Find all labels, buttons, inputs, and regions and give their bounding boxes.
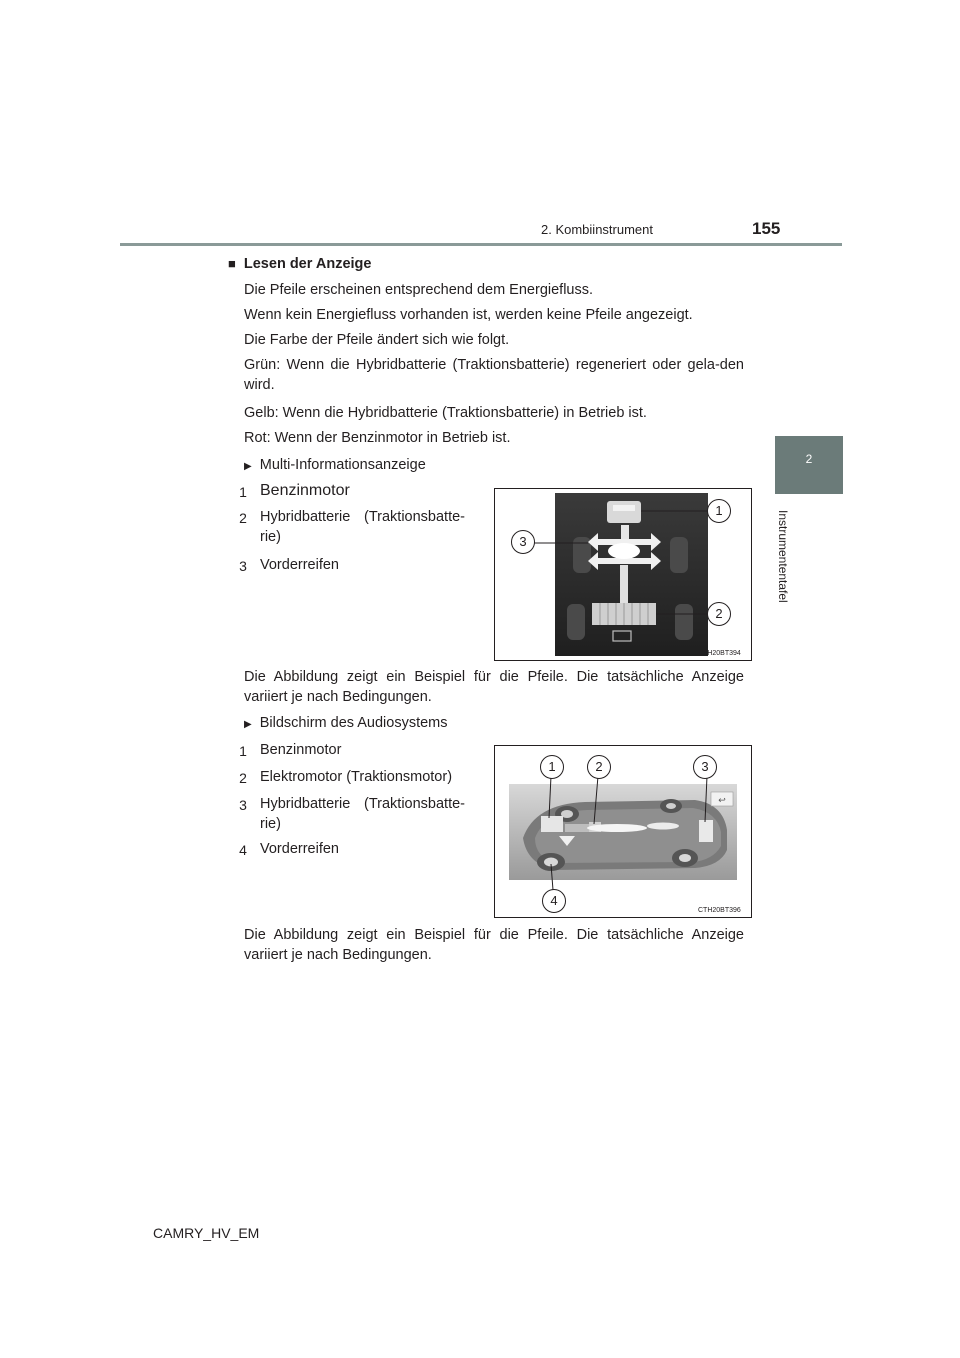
legend-item-label: Vorderreifen bbox=[260, 841, 339, 857]
callout-2: 2 bbox=[587, 755, 611, 779]
page-number: 155 bbox=[752, 219, 781, 238]
figure-code: CTH20BT396 bbox=[698, 907, 741, 914]
callout-1: 1 bbox=[540, 755, 564, 779]
paragraph: Die Farbe der Pfeile ändert sich wie folgt. bbox=[244, 332, 510, 348]
callout-3: 3 bbox=[511, 530, 535, 554]
triangle-bullet-icon: ▶ bbox=[244, 719, 252, 730]
callout-1: 1 bbox=[707, 499, 731, 523]
legend-item-label: Elektromotor (Traktionsmotor) bbox=[260, 769, 453, 785]
item-number-badge: 3 bbox=[239, 558, 247, 574]
paragraph: Gelb: Wenn die Hybridbatterie (Traktionsbatterie) in Betrieb ist. bbox=[244, 405, 647, 421]
section-marker: ■ bbox=[228, 256, 236, 271]
triangle-bullet-icon: ▶ bbox=[244, 461, 252, 472]
callout-4: 4 bbox=[542, 889, 566, 913]
callout-2: 2 bbox=[707, 602, 731, 626]
item-number-badge: 1 bbox=[239, 743, 247, 759]
chapter-tab-label: Instrumententafel bbox=[776, 510, 790, 603]
energy-flow-figure-mid bbox=[494, 488, 752, 661]
legend-item-label: Hybridbatterie (Traktionsbatte-rie) bbox=[260, 509, 465, 545]
subsection-title: Multi-Informationsanzeige bbox=[259, 457, 426, 473]
callout-3: 3 bbox=[693, 755, 717, 779]
item-number-badge: 4 bbox=[239, 842, 247, 858]
subsection-heading bbox=[244, 713, 448, 735]
item-number-badge: 2 bbox=[239, 510, 247, 526]
section-heading bbox=[228, 254, 371, 274]
item-number-badge: 2 bbox=[239, 770, 247, 786]
paragraph: Die Pfeile erscheinen entsprechend dem Energiefluss. bbox=[244, 282, 594, 298]
legend-item-label: Benzinmotor bbox=[260, 742, 342, 758]
legend-item-label: Benzinmotor bbox=[260, 482, 350, 499]
energy-flow-figure-audio bbox=[494, 745, 752, 918]
figure-note: Die Abbildung zeigt ein Beispiel für die Pfeile. Die tatsächliche Anzeige variiert je nach Bedingungen. bbox=[244, 669, 744, 705]
subsection-title: Bildschirm des Audiosystems bbox=[259, 715, 448, 731]
chapter-tab-number: 2 bbox=[805, 452, 813, 466]
model-code: CAMRY_HV_EM bbox=[153, 1225, 260, 1241]
item-number-badge: 1 bbox=[239, 484, 247, 500]
legend-item-label: Hybridbatterie (Traktionsbatte-rie) bbox=[260, 796, 465, 832]
header-divider bbox=[120, 243, 842, 246]
item-number-badge: 3 bbox=[239, 797, 247, 813]
paragraph: Wenn kein Energiefluss vorhanden ist, werden keine Pfeile angezeigt. bbox=[244, 307, 693, 323]
subsection-heading bbox=[244, 455, 426, 477]
svg-text:↩: ↩ bbox=[718, 796, 726, 806]
paragraph: Grün: Wenn die Hybridbatterie (Traktionsbatterie) regeneriert oder gela-den wird. bbox=[244, 357, 744, 393]
legend-item-label: Vorderreifen bbox=[260, 557, 339, 573]
chapter-title: 2. Kombiinstrument bbox=[541, 222, 653, 237]
figure-note: Die Abbildung zeigt ein Beispiel für die Pfeile. Die tatsächliche Anzeige variiert je nach Bedingungen. bbox=[244, 927, 744, 963]
section-title: Lesen der Anzeige bbox=[243, 256, 372, 272]
paragraph: Rot: Wenn der Benzinmotor in Betrieb ist. bbox=[244, 430, 511, 446]
figure-code: CTH20BT394 bbox=[698, 650, 741, 657]
